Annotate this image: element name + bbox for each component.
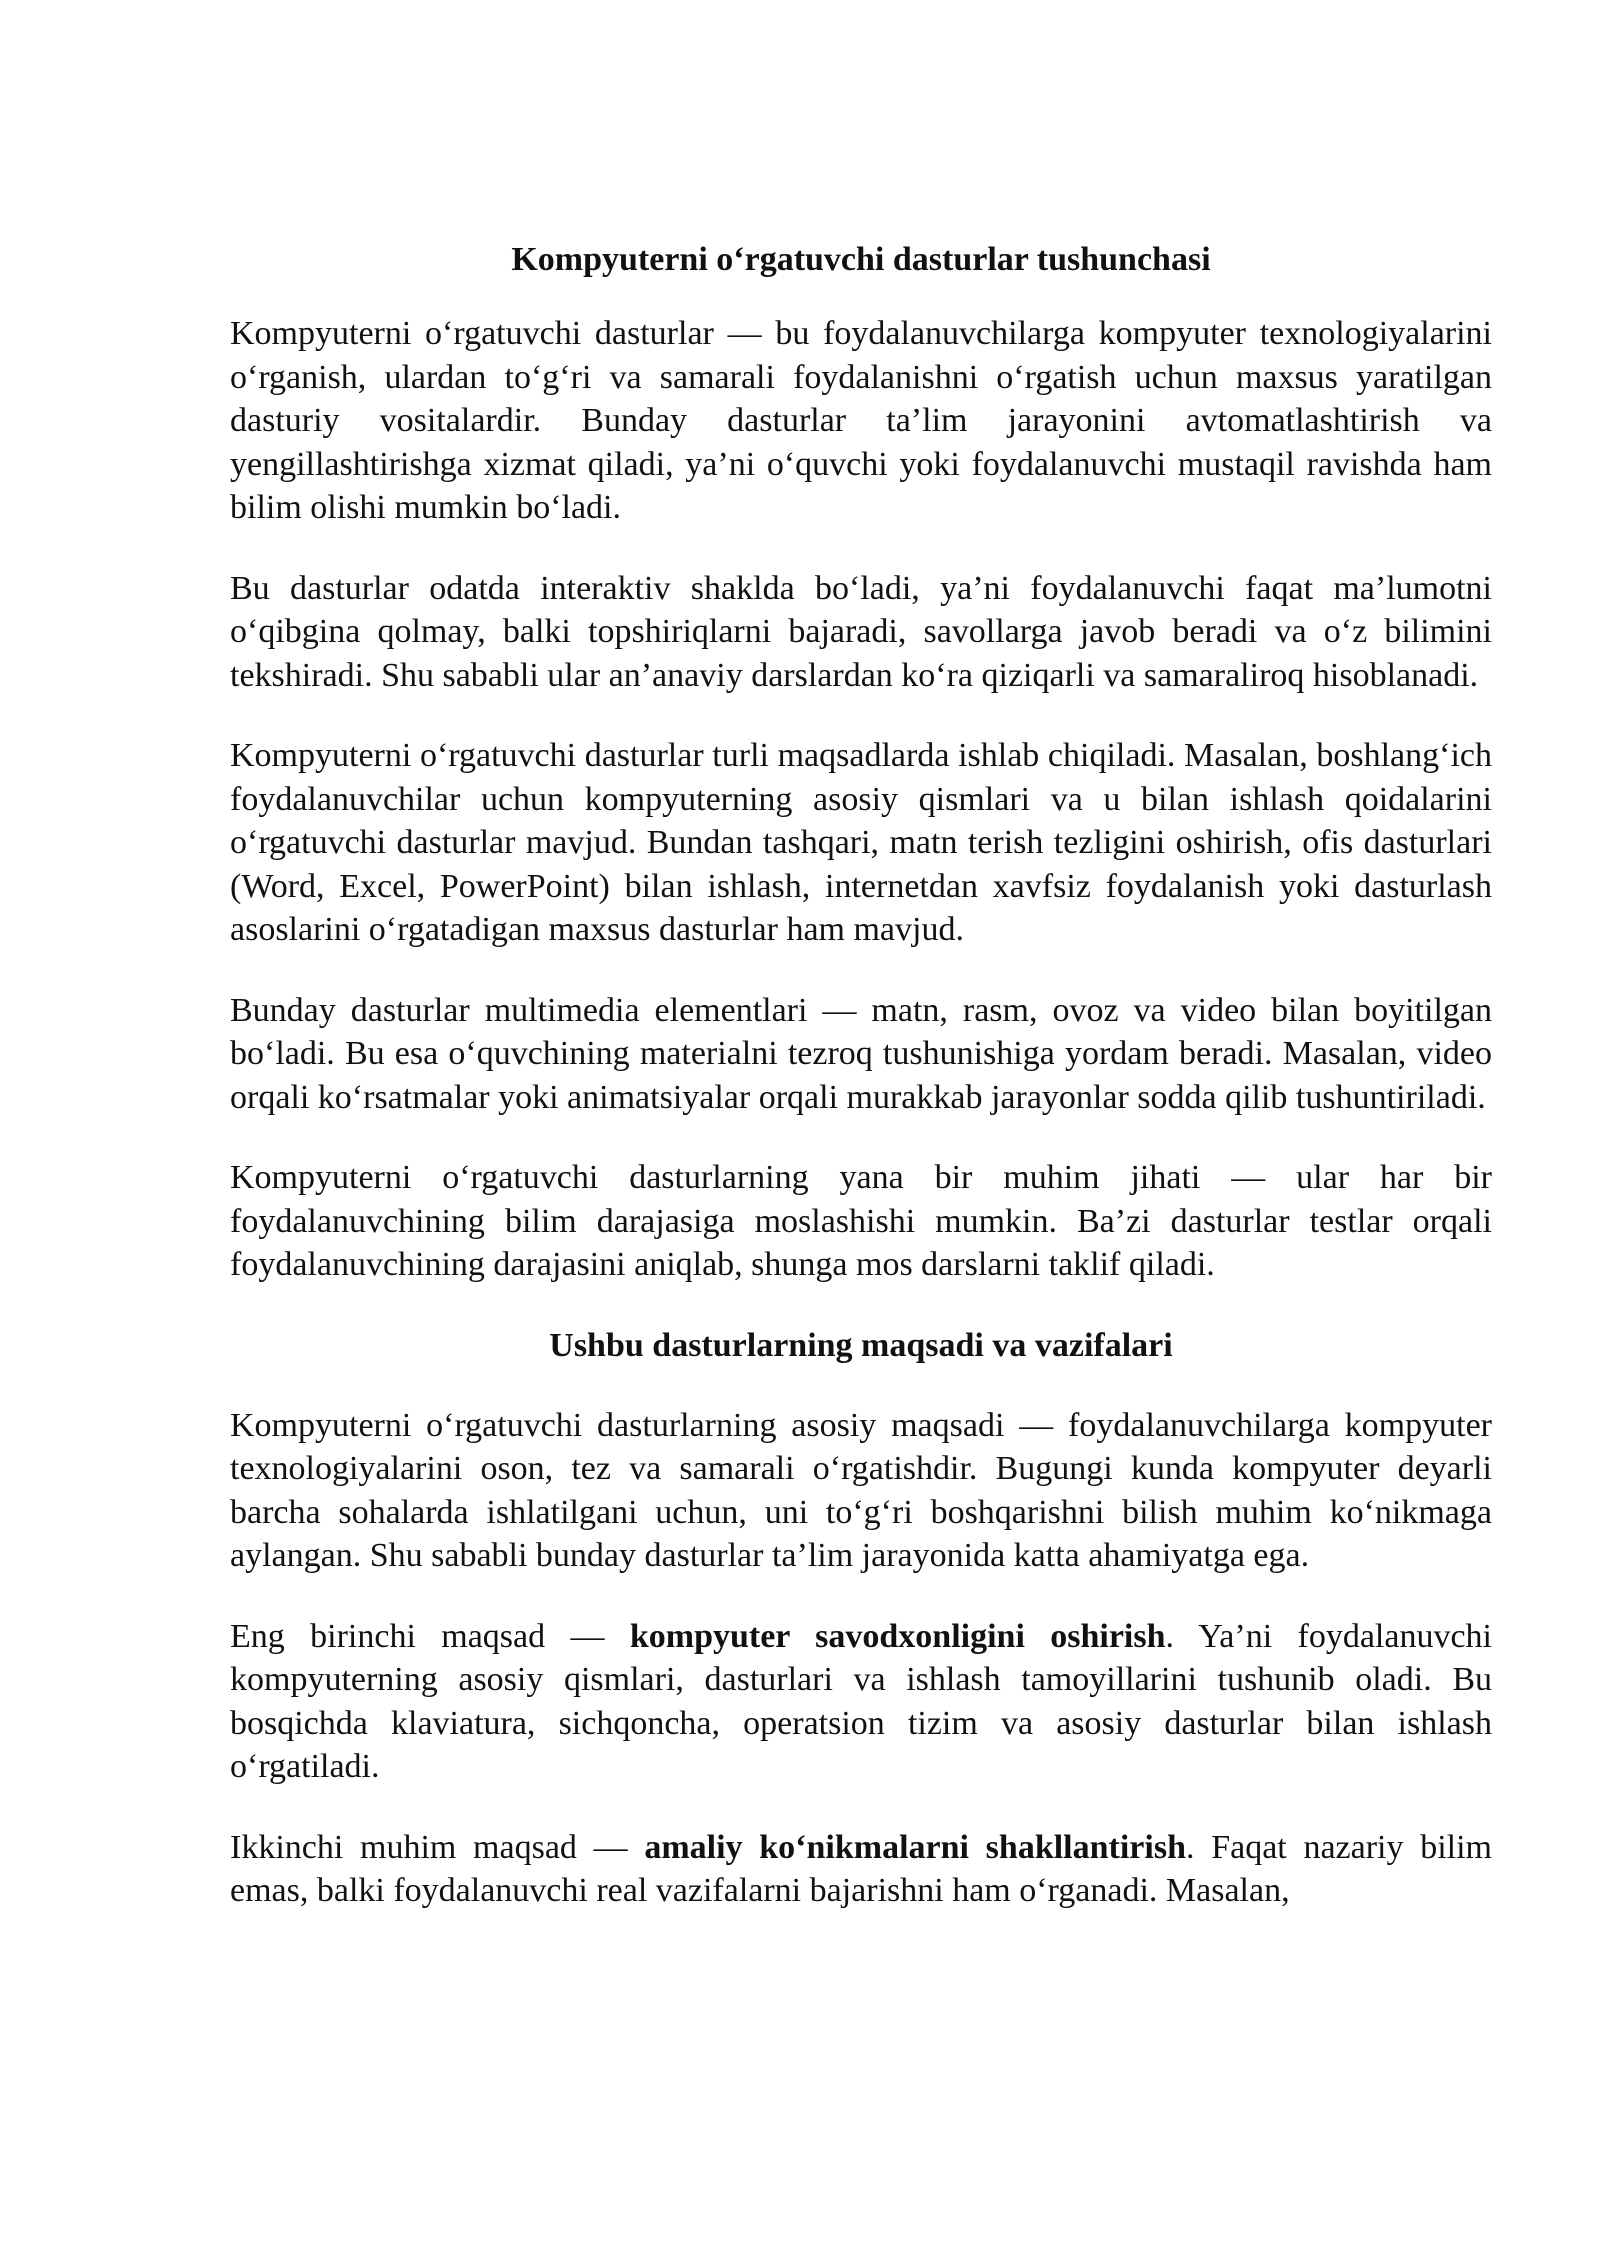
- paragraph: Kompyuterni o‘rgatuvchi dasturlar turli maqsadlarda ishlab chiqiladi. Masalan, boshlang‘ich foydalanuvchilar uchun kompyuterning asosiy qismlari va u bilan ishlash qoidalarini o‘rgatuvchi dasturlar mavjud. Bundan tashqari, matn terish tezligini oshirish, ofis dasturlari (Word, Excel, PowerPoint) bilan ishlash, internetdan xavfsiz foydalanish yoki dasturlash asoslarini o‘rgatadigan maxsus dasturlar ham mavjud.: [230, 737, 1492, 948]
- paragraph: [230, 1615, 1492, 1789]
- bold-phrase: kompyuter savodxonligini oshirish: [629, 1617, 1166, 1655]
- paragraph: Bu dasturlar odatda interaktiv shaklda bo‘ladi, ya’ni foydalanuvchi faqat ma’lumotni o‘qibgina qolmay, balki topshiriqlarni bajaradi, savollarga javob beradi va o‘z bilimini tekshiradi. Shu sababli ular an’anaviy darslardan ko‘ra qiziqarli va samaraliroq hisoblanadi.: [230, 569, 1492, 694]
- paragraph: Kompyuterni o‘rgatuvchi dasturlar — bu foydalanuvchilarga kompyuter texnologiyalarini o‘rganish, ulardan to‘g‘ri va samarali foydalanishni o‘rgatish uchun maxsus yaratilgan dasturiy vositalardir. Bunday dasturlar ta’lim jarayonini avtomatlashtirish va yengillashtirishga xizmat qiladi, ya’ni o‘quvchi yoki foydalanuvchi mustaqil ravishda ham bilim olishi mumkin bo‘ladi.: [230, 315, 1492, 526]
- paragraph-text: . Faqat nazariy bilim emas, balki foydalanuvchi real vazifalarni bajarishni ham o‘rganadi. Masalan,: [230, 1828, 1492, 1909]
- bold-phrase: amaliy ko‘nikmalarni shakllantirish: [644, 1828, 1186, 1866]
- paragraph: Kompyuterni o‘rgatuvchi dasturlarning yana bir muhim jihati — ular har bir foydalanuvchining bilim darajasiga moslashishi mumkin. Ba’zi dasturlar testlar orqali foydalanuvchining darajasini aniqlab, shunga mos darslarni taklif qiladi.: [230, 1159, 1492, 1283]
- document-page: [230, 238, 1492, 1950]
- document-title: Kompyuterni o‘rgatuvchi dasturlar tushunchasi: [511, 241, 1211, 278]
- paragraph-text: Ikkinchi muhim maqsad —: [230, 1828, 645, 1866]
- paragraph-text: . Ya’ni foydalanuvchi kompyuterning asosiy qismlari, dasturlari va ishlash tamoyillarini tushunib oladi. Bu bosqichda klaviatura, sichqoncha, operatsion tizim va asosiy dasturlar bilan ishlash o‘rgatiladi.: [230, 1617, 1492, 1785]
- section-heading: Ushbu dasturlarning maqsadi va vazifalari: [549, 1326, 1173, 1364]
- paragraph: Bunday dasturlar multimedia elementlari — matn, rasm, ovoz va video bilan boyitilgan bo‘ladi. Bu esa o‘quvchining materialni tezroq tushunishiga yordam beradi. Masalan, video orqali ko‘rsatmalar yoki animatsiyalar orqali murakkab jarayonlar sodda qilib tushuntiriladi.: [230, 991, 1492, 1116]
- paragraph-text: Eng birinchi maqsad —: [230, 1617, 630, 1655]
- paragraph: Kompyuterni o‘rgatuvchi dasturlarning asosiy maqsadi — foydalanuvchilarga kompyuter texnologiyalarini oson, tez va samarali o‘rgatishdir. Bugungi kunda kompyuter deyarli barcha sohalarda ishlatilgani uchun, uni to‘g‘ri boshqarishni bilish muhim ko‘nikmaga aylangan. Shu sababli bunday dasturlar ta’lim jarayonida katta ahamiyatga ega.: [230, 1406, 1492, 1574]
- paragraph: [230, 1826, 1492, 1913]
